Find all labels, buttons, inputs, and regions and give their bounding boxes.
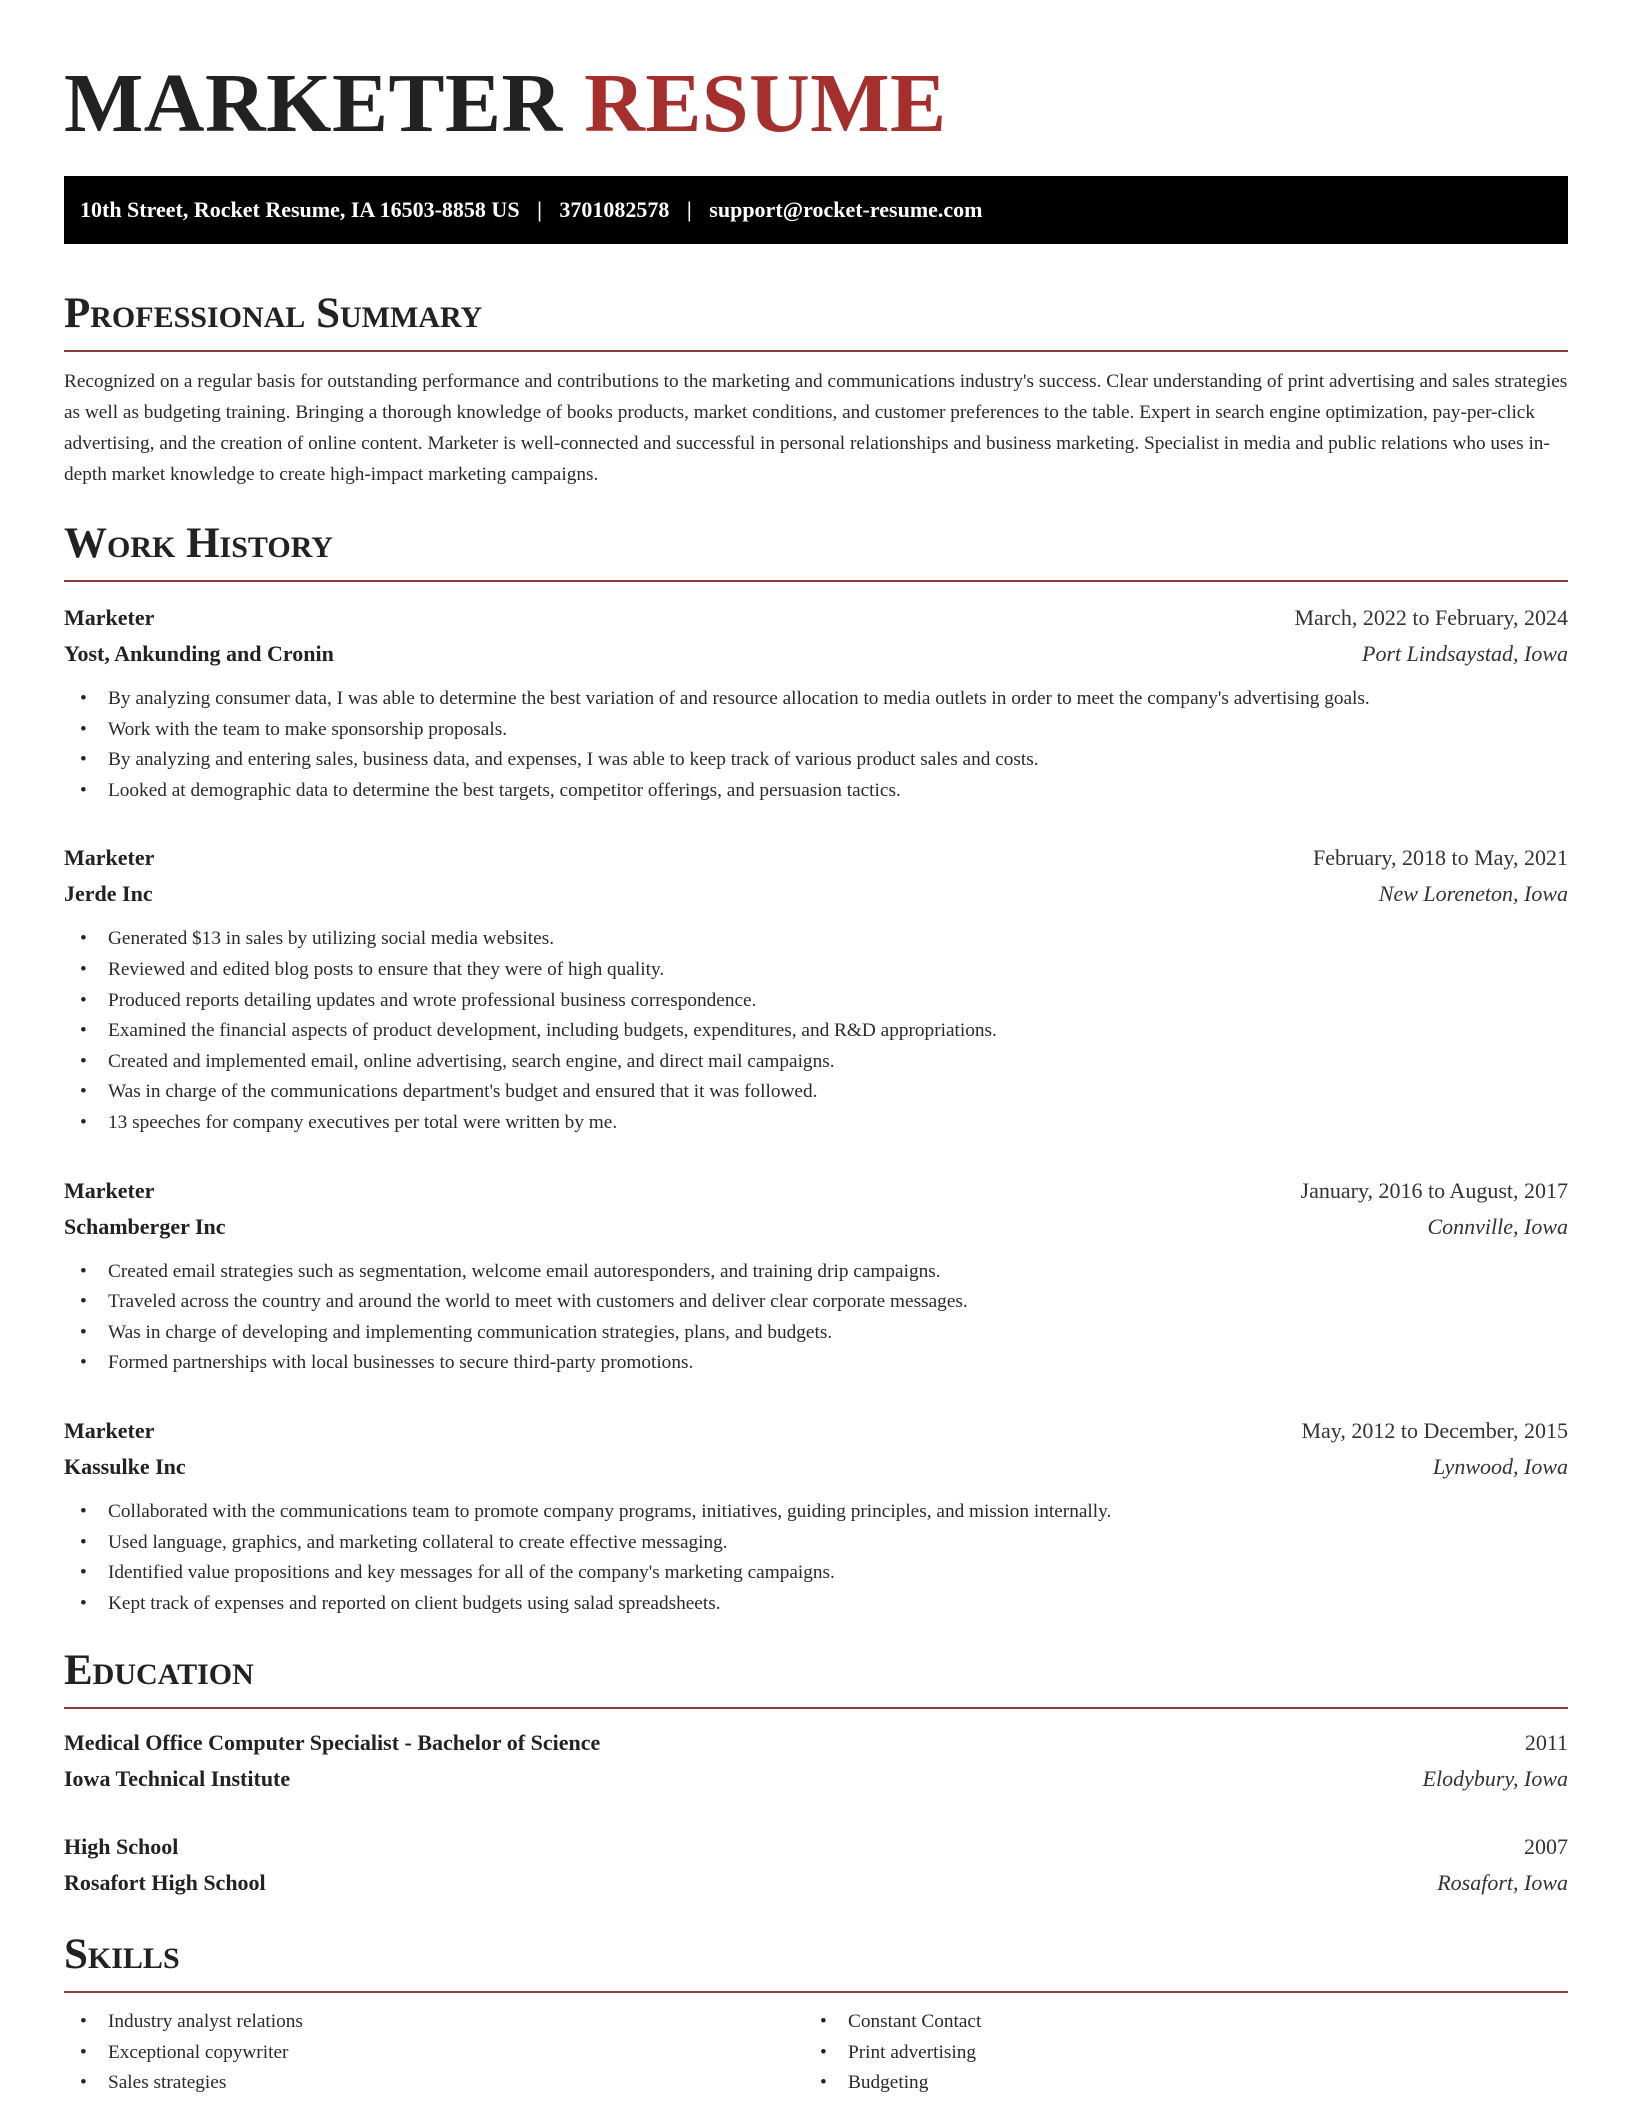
job-bullets [64, 1257, 1568, 1379]
list-item: • Sales strategies [64, 2068, 804, 2099]
job-entry [64, 840, 1568, 1138]
list-item: • Reviewed and edited blog posts to ensure that they were of high quality. [64, 955, 1568, 986]
skills-list-right [804, 2007, 1544, 2099]
job-title: Marketer [64, 1177, 155, 1203]
job-bullets [64, 684, 1568, 806]
job-title: Marketer [64, 845, 155, 871]
section-divider [64, 1707, 1568, 1709]
job-location: Port Lindsaystad, Iowa [1362, 641, 1568, 666]
list-item: • Traveled across the country and around the world to meet with customers and deliver clear corporate messages. [64, 1287, 1568, 1318]
resume-page [64, 0, 1568, 2099]
job-dates: February, 2018 to May, 2021 [1313, 845, 1568, 871]
title-main: MARKETER [64, 57, 563, 150]
list-item: • Produced reports detailing updates and wrote professional business correspondence. [64, 986, 1568, 1017]
contact-email[interactable]: support@rocket-resume.com [709, 197, 983, 222]
list-item: • Was in charge of the communications department's budget and ensured that it was followed. [64, 1077, 1568, 1108]
job-location: Lynwood, Iowa [1432, 1453, 1568, 1479]
job-company: Yost, Ankunding and Cronin [64, 641, 334, 666]
job-entry [64, 1413, 1568, 1619]
section-divider [64, 350, 1568, 352]
list-item: • Was in charge of developing and implementing communication strategies, plans, and budgets. [64, 1318, 1568, 1349]
job-company: Kassulke Inc [64, 1453, 186, 1479]
job-entry [64, 600, 1568, 806]
job-title: Marketer [64, 605, 155, 630]
section-divider [64, 1991, 1568, 1993]
education-year: 2007 [1524, 1834, 1568, 1860]
skills-heading: Skills [64, 1931, 180, 1979]
education-entry [64, 1725, 1568, 1797]
job-location: Connville, Iowa [1427, 1213, 1568, 1239]
contact-address: 10th Street, Rocket Resume, IA 16503-8858 US [80, 197, 520, 222]
job-entry [64, 1173, 1568, 1379]
job-dates: March, 2022 to February, 2024 [1294, 605, 1568, 630]
summary-text: Recognized on a regular basis for outstanding performance and contributions to the marketing and communications industry's success. Clear understanding of print advertising and sales strategies as well as budgeting training. Bringing a thorough knowledge of books products, market conditions, and customer preferences to the table. Expert in search engine optimization, pay-per-click advertising, and the creation of online content. Marketer is well-connected and successful in personal relationships and business marketing. Specialist in media and public relations who uses in-depth market knowledge to create high-impact marketing campaigns. [64, 371, 1568, 485]
list-item: • Generated $13 in sales by utilizing social media websites. [64, 924, 1568, 955]
job-dates: May, 2012 to December, 2015 [1301, 1417, 1568, 1443]
list-item: • Identified value propositions and key messages for all of the company's marketing campaigns. [64, 1558, 1568, 1589]
job-company: Schamberger Inc [64, 1213, 226, 1239]
job-dates: January, 2016 to August, 2017 [1300, 1177, 1568, 1203]
list-item: • Used language, graphics, and marketing collateral to create effective messaging. [64, 1528, 1568, 1559]
education-heading: Education [64, 1647, 254, 1695]
job-bullets [64, 1497, 1568, 1619]
education-school: Rosafort High School [64, 1870, 266, 1896]
skills-section [64, 1929, 1568, 2099]
education-entry [64, 1829, 1568, 1901]
education-location: Rosafort, Iowa [1437, 1870, 1568, 1896]
work-history-section [64, 518, 1568, 1619]
list-item: • Created email strategies such as segmentation, welcome email autoresponders, and training drip campaigns. [64, 1257, 1568, 1288]
section-divider [64, 580, 1568, 582]
contact-bar [64, 176, 1568, 244]
list-item: • By analyzing consumer data, I was able to determine the best variation of and resource allocation to media outlets in order to meet the company's advertising goals. [64, 684, 1568, 715]
job-location: New Loreneton, Iowa [1378, 881, 1568, 907]
title-accent: RESUME [584, 57, 947, 150]
skills-columns [64, 2007, 1568, 2099]
list-item: • Budgeting [804, 2068, 1544, 2099]
education-section [64, 1645, 1568, 1901]
contact-separator: | [686, 197, 692, 222]
contact-separator: | [537, 197, 542, 222]
skills-list-left [64, 2007, 804, 2099]
summary-section [64, 288, 1568, 490]
list-item: • Collaborated with the communications team to promote company programs, initiatives, guiding principles, and mission internally. [64, 1497, 1568, 1528]
list-item: • Examined the financial aspects of product development, including budgets, expenditures, and R&D appropriations. [64, 1016, 1568, 1047]
job-company: Jerde Inc [64, 881, 153, 907]
job-title: Marketer [64, 1417, 155, 1443]
list-item: • By analyzing and entering sales, business data, and expenses, I was able to keep track of various product sales and costs. [64, 745, 1568, 776]
contact-phone: 3701082578 [559, 197, 670, 222]
resume-title [64, 54, 1568, 174]
list-item: • 13 speeches for company executives per total were written by me. [64, 1108, 1568, 1139]
job-bullets [64, 924, 1568, 1138]
list-item: • Exceptional copywriter [64, 2038, 804, 2069]
list-item: • Kept track of expenses and reported on client budgets using salad spreadsheets. [64, 1589, 1568, 1620]
education-school: Iowa Technical Institute [64, 1766, 291, 1792]
work-history-heading: Work History [64, 520, 333, 567]
list-item: • Print advertising [804, 2038, 1544, 2069]
education-location: Elodybury, Iowa [1422, 1766, 1568, 1792]
list-item: • Work with the team to make sponsorship proposals. [64, 715, 1568, 746]
list-item: • Looked at demographic data to determine the best targets, competitor offerings, and persuasion tactics. [64, 776, 1568, 807]
list-item: • Formed partnerships with local businesses to secure third-party promotions. [64, 1348, 1568, 1379]
list-item: • Industry analyst relations [64, 2007, 804, 2038]
education-degree: Medical Office Computer Specialist - Bachelor of Science [64, 1730, 601, 1756]
list-item: • Created and implemented email, online advertising, search engine, and direct mail campaigns. [64, 1047, 1568, 1078]
education-degree: High School [64, 1834, 179, 1860]
education-year: 2011 [1524, 1730, 1568, 1756]
summary-heading: Professional Summary [64, 290, 483, 337]
list-item: • Constant Contact [804, 2007, 1544, 2038]
